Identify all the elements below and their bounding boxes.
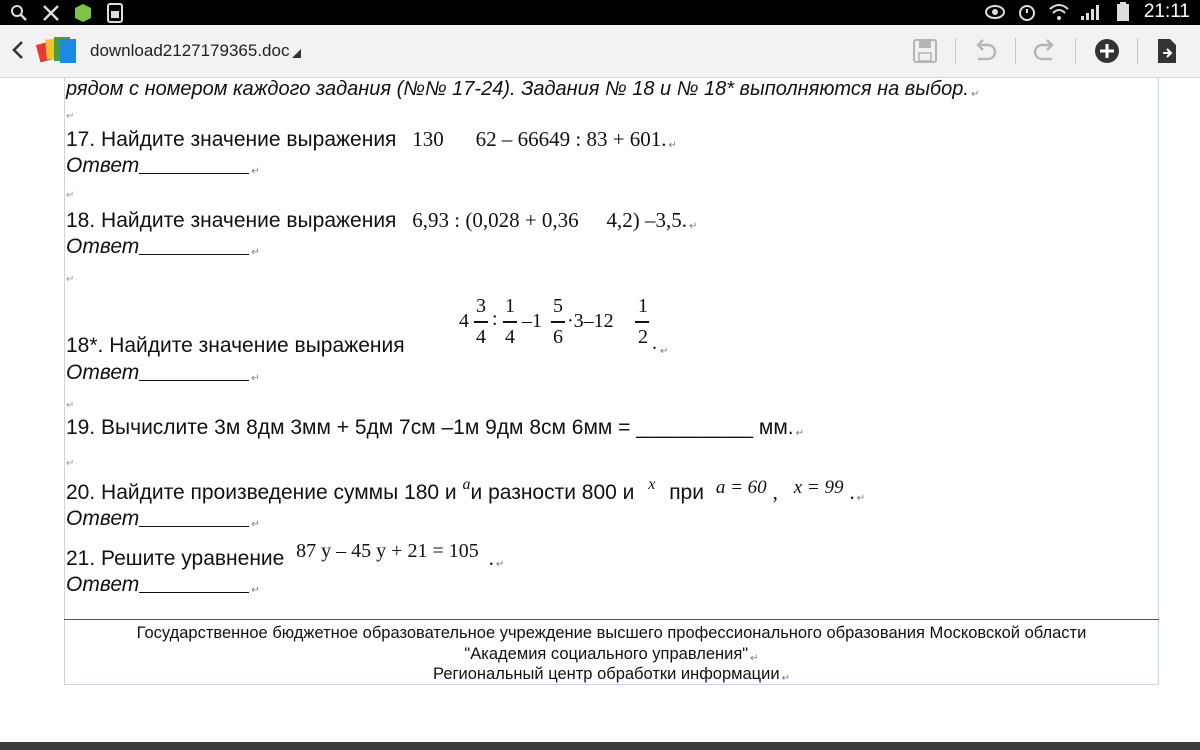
paragraph-mark: ↵ [750, 653, 759, 664]
comma: , [772, 480, 778, 504]
q17-expr-a: 130 [412, 127, 444, 151]
q18-expr-a: 6,93 : (0,028 + 0,36 [412, 208, 579, 232]
footer-rule [64, 619, 1159, 620]
toolbar-divider [1015, 38, 1016, 64]
answer-blank [139, 578, 249, 593]
fraction-denominator: 6 [553, 326, 563, 348]
export-button[interactable] [1150, 35, 1184, 67]
paragraph-mark: ↵ [660, 346, 669, 357]
answer-blank [139, 240, 249, 255]
save-button[interactable] [908, 35, 942, 67]
document-title[interactable] [90, 41, 301, 61]
q18-answer [66, 235, 260, 259]
answer-blank [139, 512, 249, 527]
footer-line-2-text: "Академия социального управления" [464, 645, 749, 663]
period: . [652, 332, 657, 354]
question-18 [66, 208, 697, 233]
bluetooth-tools-icon [40, 2, 62, 24]
condition-a: a = 60 [715, 477, 767, 498]
period: . [849, 480, 855, 504]
q20-when: при [669, 481, 704, 504]
page-edge [1158, 78, 1159, 684]
question-20 [66, 476, 866, 505]
wifi-icon [1048, 1, 1070, 23]
footer-line-3-text: Региональный центр обработки информации [433, 665, 780, 683]
fraction-bar [503, 321, 517, 323]
answer-label: Ответ [66, 235, 140, 258]
footer-line-2 [64, 645, 1159, 664]
answer-label: Ответ [66, 573, 140, 596]
q21-answer [66, 573, 260, 597]
q19-text: 19. Вычислите 3м 8дм 3мм + 5дм 7см –1м 9дм 8см 6мм = __________ мм. [66, 416, 794, 439]
alarm-icon [1016, 1, 1038, 23]
answer-label: Ответ [66, 361, 140, 384]
answer-label: Ответ [66, 507, 140, 530]
paragraph-mark: ↵ [251, 373, 260, 384]
fraction-numerator: 1 [505, 295, 515, 317]
fraction-bar [474, 321, 488, 323]
intro-line [66, 78, 979, 101]
q17-expr-b: 62 – 66649 : 83 + 601. [475, 127, 667, 151]
footer-line-1: Государственное бюджетное образовательное учреждение высшего профессионального образования Московской области [136, 624, 1087, 642]
add-button[interactable] [1090, 35, 1124, 67]
fraction-numerator: 3 [476, 295, 486, 317]
back-arrow-icon[interactable] [10, 39, 30, 63]
toolbar-divider [955, 38, 956, 64]
fraction-denominator: 2 [638, 326, 648, 348]
undo-icon [972, 39, 998, 63]
q21-prefix: 21. Решите уравнение [66, 547, 285, 570]
polaris-office-icon [36, 33, 80, 69]
paragraph-mark: ↵ [970, 89, 980, 100]
answer-label: Ответ [66, 154, 140, 177]
bottom-strip [0, 742, 1200, 750]
paragraph-mark: ↵ [795, 428, 804, 439]
paragraph-mark: ↵ [781, 673, 790, 684]
paragraph-mark: ↵ [66, 274, 75, 285]
paragraph-mark: ↵ [251, 166, 260, 177]
signal-icon [1080, 1, 1102, 23]
paragraph-mark: ↵ [66, 400, 75, 411]
answer-blank [139, 159, 249, 174]
q18s-answer [66, 361, 260, 385]
save-icon [912, 38, 938, 64]
fraction-numerator: 5 [553, 295, 563, 317]
clock: 21:11 [1143, 1, 1190, 22]
undo-button[interactable] [968, 35, 1002, 67]
page-edge [64, 78, 65, 684]
paragraph-mark: ↵ [66, 458, 75, 469]
whole-number: 4 [459, 310, 469, 332]
q18-expr-b: 4,2) –3,5. [606, 208, 688, 232]
export-icon [1155, 37, 1179, 65]
paragraph-mark: ↵ [668, 140, 677, 151]
q20-prefix: 20. Найдите произведение суммы 180 и [66, 481, 457, 504]
operator: : [492, 308, 498, 330]
filename-text: download2127179365.doc [90, 41, 290, 60]
toolbar-divider [1075, 38, 1076, 64]
footer-line-3 [64, 665, 1159, 684]
android-icon [72, 2, 94, 24]
q17-prefix: 17. Найдите значение выражения [66, 128, 397, 151]
fraction-denominator: 4 [476, 326, 486, 348]
toolbar-divider [1137, 38, 1138, 64]
answer-blank [139, 366, 249, 381]
period: . [488, 546, 494, 570]
operator: ·3–12 [567, 310, 614, 332]
paragraph-mark: ↵ [66, 111, 75, 122]
question-21 [66, 540, 505, 571]
page-edge [64, 684, 1159, 685]
dropdown-corner-icon [292, 49, 301, 58]
question-17 [66, 127, 677, 152]
paragraph-mark: ↵ [689, 221, 698, 232]
variable-x: x [648, 476, 656, 493]
q21-equation: 87 y – 45 y + 21 = 105 [296, 540, 479, 562]
paragraph-mark: ↵ [495, 559, 505, 570]
q20-mid: и разности 800 и [470, 481, 635, 504]
plus-icon [1093, 37, 1121, 65]
document-viewport[interactable] [0, 78, 1200, 742]
variable-a: a [462, 476, 471, 493]
search-icon [8, 2, 30, 24]
paragraph-mark: ↵ [251, 585, 260, 596]
q18-prefix: 18. Найдите значение выражения [66, 209, 397, 232]
paragraph-mark: ↵ [251, 247, 260, 258]
redo-button[interactable] [1028, 35, 1062, 67]
fraction-denominator: 4 [505, 326, 515, 348]
battery-icon [1112, 1, 1134, 23]
q17-answer [66, 154, 260, 178]
fraction-bar [635, 321, 649, 323]
eye-icon [984, 1, 1006, 23]
intro-text: рядом с номером каждого задания (№№ 17-24). Задания № 18 и № 18* выполняются на выбор. [66, 78, 969, 100]
paragraph-mark: ↵ [66, 190, 75, 201]
redo-icon [1032, 39, 1058, 63]
status-bar [0, 0, 1200, 25]
question-18-star [66, 334, 405, 358]
condition-x: x = 99 [793, 477, 844, 498]
app-bar [0, 25, 1200, 78]
fraction-numerator: 1 [638, 295, 648, 317]
q20-answer [66, 507, 260, 531]
paragraph-mark: ↵ [251, 519, 260, 530]
sim-icon [104, 2, 126, 24]
question-19 [66, 416, 804, 440]
q18s-prefix: 18*. Найдите значение выражения [66, 334, 405, 357]
operator: –1 [522, 310, 542, 332]
fraction-bar [551, 321, 565, 323]
paragraph-mark: ↵ [856, 493, 866, 504]
